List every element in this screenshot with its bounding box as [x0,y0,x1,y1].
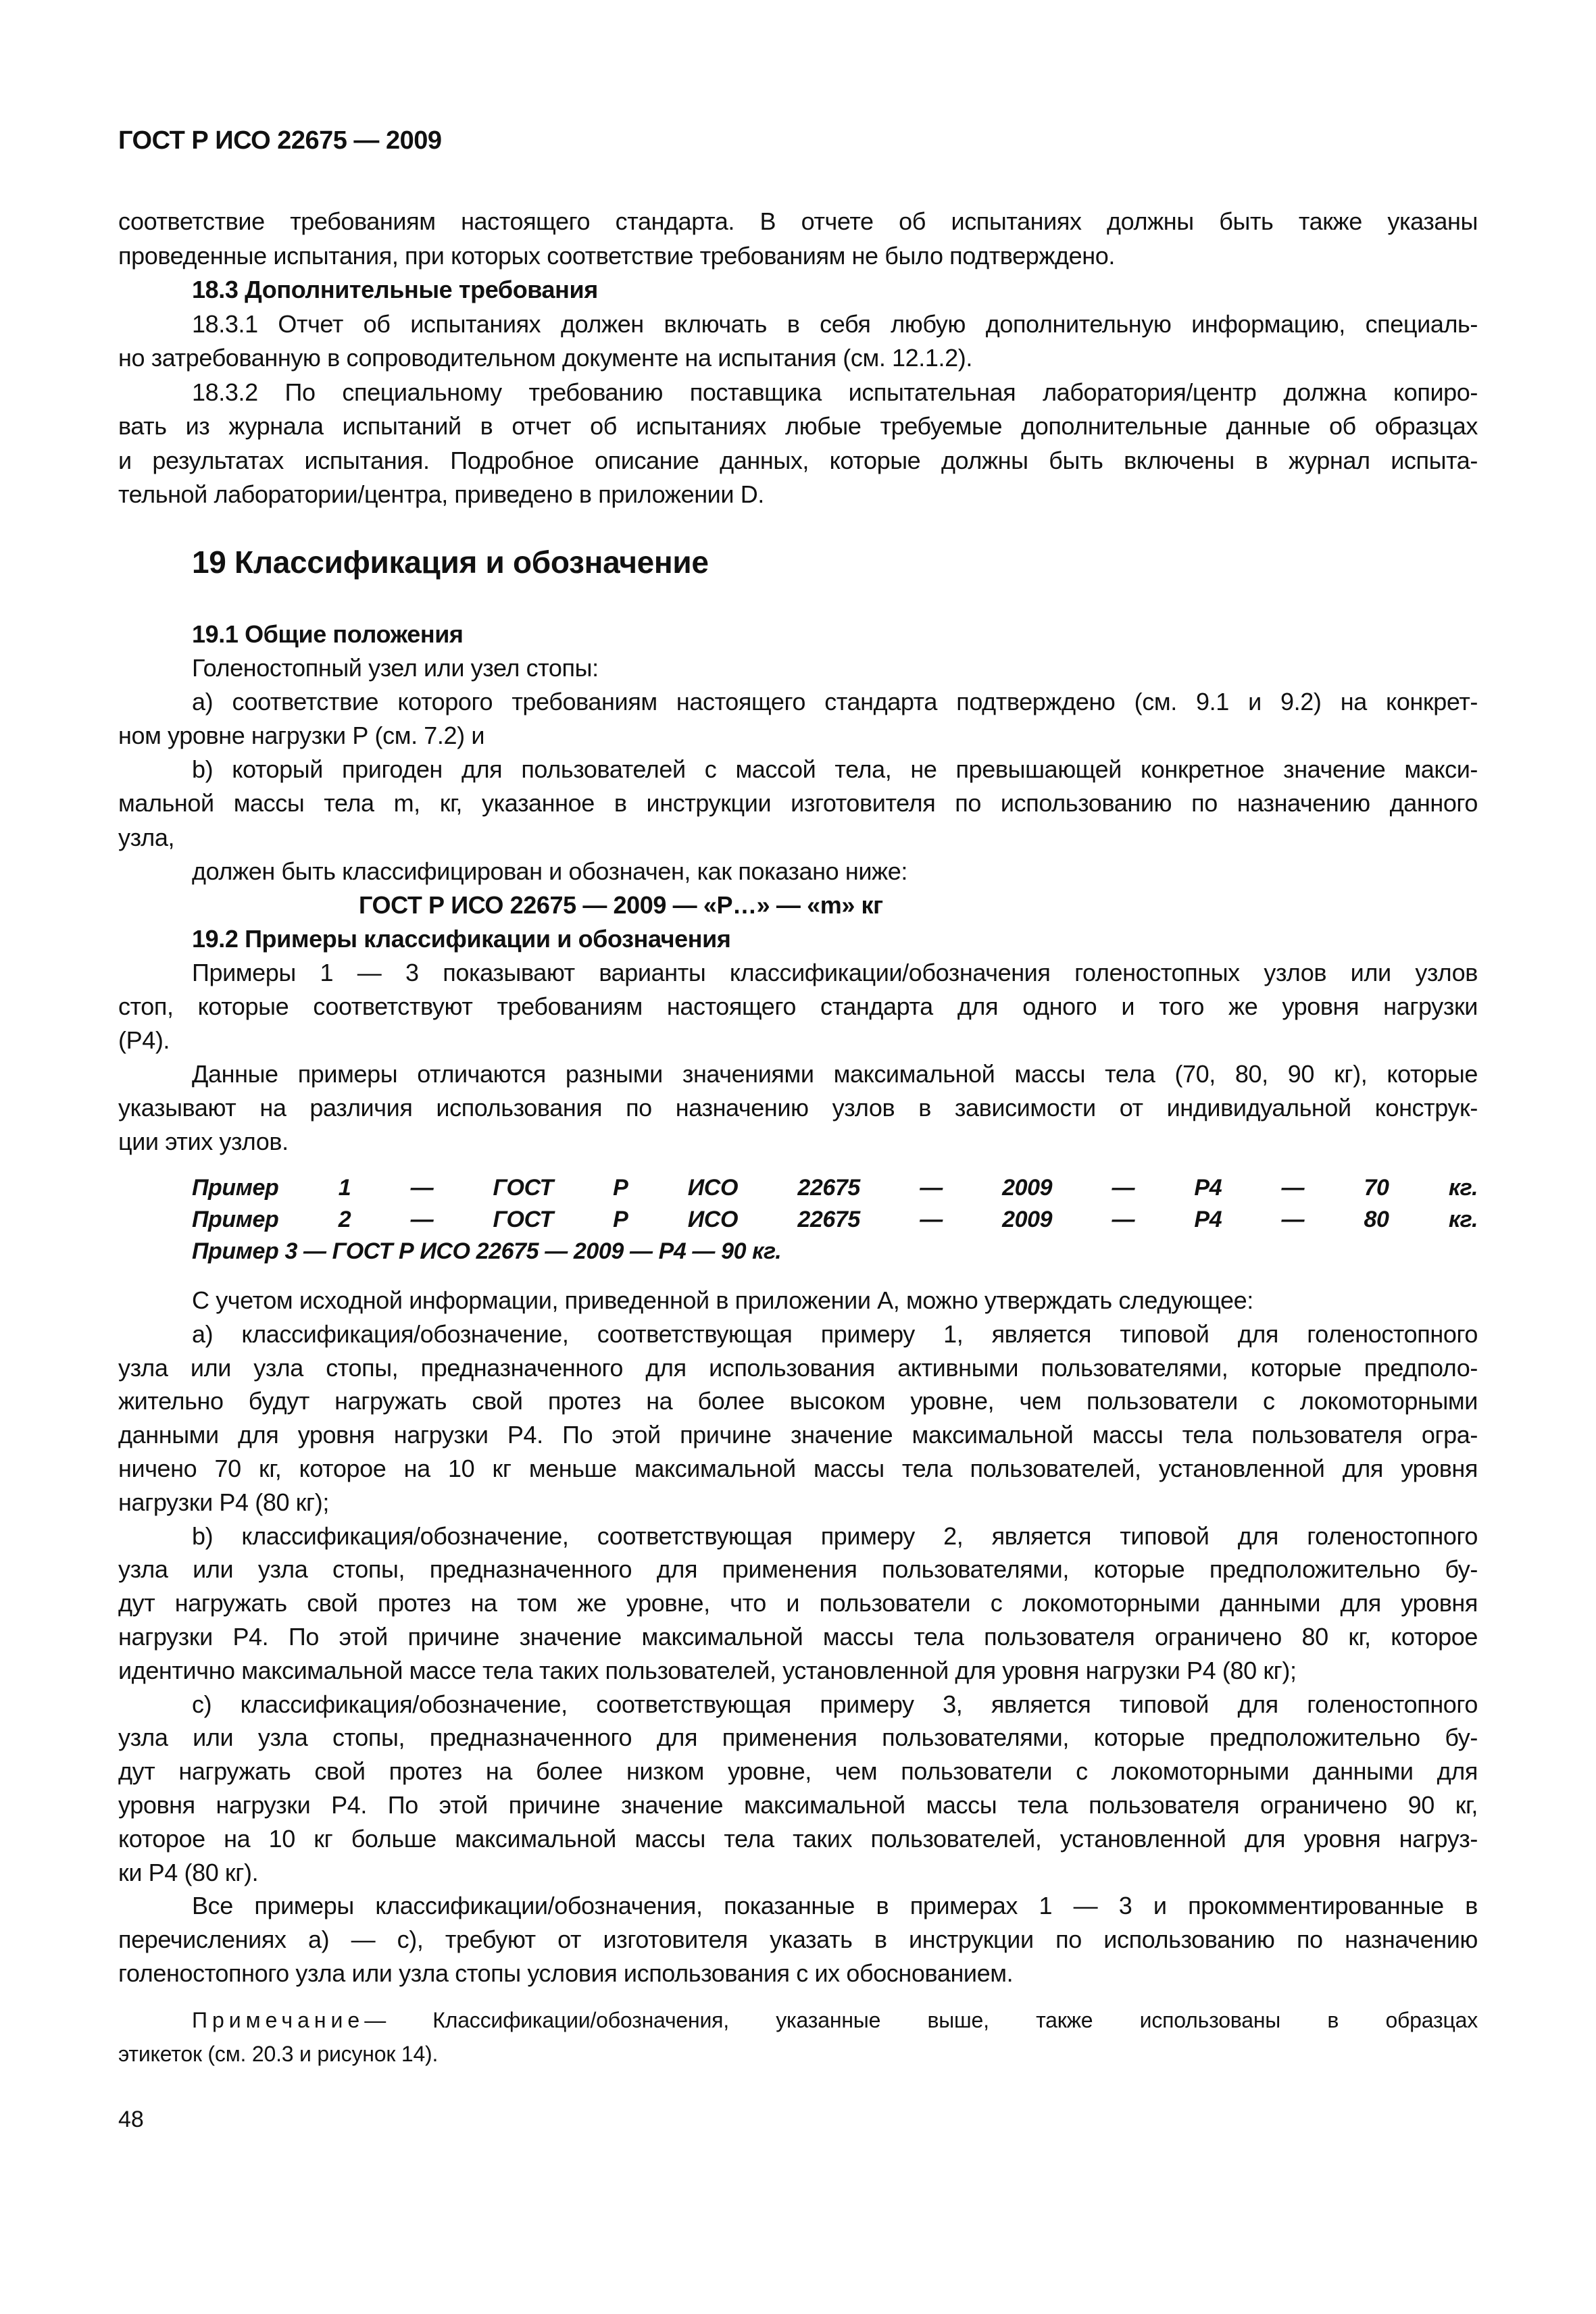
text-line: ки Р4 (80 кг). [118,1858,259,1886]
text-line: которое на 10 кг больше максимальной массы тела таких пользователей, установленной для уровня нагруз- [118,1824,1478,1853]
text-line: Пример 2 — ГОСТ Р ИСО 22675 — 2009 — Р4 — 80 кг. [192,1207,1478,1232]
text-line: должен быть классифицирован и обозначен, как показано ниже: [192,857,907,885]
section-19-1-block [118,618,1478,1159]
text-line: с) классификация/обозначение, соответствующая примеру 3, является типовой для голеностопного [192,1690,1478,1718]
text-line: 18.3.2 По специальному требованию поставщика испытательная лаборатория/центр должна копиро- [192,378,1478,406]
note-line [118,2003,1478,2037]
text-line: ГОСТ Р ИСО 22675 — 2009 — «Р…» — «m» кг [359,890,883,919]
paragraph-intro [118,1284,1478,1317]
heading-19-1 [118,618,1478,651]
text-line: узла или узла стопы, предназначенного для применения пользователями, которые предположительно бу- [118,1555,1478,1584]
list-item-a [118,685,1478,753]
list-item-b [118,753,1478,854]
note-text: — Классификации/обозначения, указанные выше, также использованы в образцах [364,2008,1478,2032]
text-line: С учетом исходной информации, приведенной в приложении А, можно утверждать следующее: [192,1286,1253,1314]
text-line: перечислениях а) — с), требуют от изготовителя указать в инструкции по использованию по назначению [118,1926,1478,1954]
examples-block [118,1172,1478,1267]
paragraph-differ [118,1057,1478,1159]
running-header: ГОСТ Р ИСО 22675 — 2009 [118,126,442,155]
text-line: дут нагружать свой протез на более низком уровне, чем пользователи с локомоторными данными для [118,1757,1478,1786]
text-line: а) соответствие которого требованиям настоящего стандарта подтверждено (см. 9.1 и 9.2) на конкрет- [192,688,1478,716]
text-line: Все примеры классификации/обозначения, показанные в примерах 1 — 3 и прокомментированные в [192,1892,1478,1920]
text-line: узла или узла стопы, предназначенного для использования активными пользователями, которые предполо- [118,1353,1478,1382]
text-line: Пример 1 — ГОСТ Р ИСО 22675 — 2009 — Р4 — 70 кг. [192,1175,1478,1201]
text-line: жительно будут нагружать свой протез на более высоком уровне, чем пользователи с локомоторными [118,1387,1478,1415]
text-line: нагрузки Р4. По этой причине значение максимальной массы тела пользователя ограничено 80 кг, которое [118,1622,1478,1651]
text-line: ном уровне нагрузки Р (см. 7.2) и [118,722,485,750]
text-line: тельной лаборатории/центра, приведено в приложении D. [118,480,764,508]
paragraph-must [118,855,1478,888]
text-line: но затребованную в сопроводительном документе на испытания (см. 12.1.2). [118,344,972,372]
text-line: Голеностопный узел или узел стопы: [192,654,599,682]
paragraph-intro [118,651,1478,685]
example-lines [118,1172,1478,1267]
text-line: b) классификация/обозначение, соответствующая примеру 2, является типовой для голеностопного [192,1521,1478,1550]
text-line: вать из журнала испытаний в отчет об испытаниях любые требуемые дополнительные данные об образцах [118,412,1478,440]
text-line: b) который пригоден для пользователей с массой тела, не превышающей конкретное значение макси- [192,755,1478,784]
paragraph-18-3-2 [118,376,1478,512]
text-line: нагрузки Р4 (80 кг); [118,1488,329,1516]
text-line: данными для уровня нагрузки Р4. По этой причине значение максимальной массы тела пользователя огра- [118,1421,1478,1449]
text-line: (Р4). [118,1026,170,1055]
continued-paragraph [118,205,1478,273]
section-18-3-block [118,205,1478,512]
text-line: проведенные испытания, при которых соответствие требованиям не было подтверждено. [118,241,1115,270]
text-line: голеностопного узла или узла стопы условия использования с их обоснованием. [118,1959,1014,1987]
text-line: ничено 70 кг, которое на 10 кг меньше максимальной массы тела пользователей, установленной для уровня [118,1454,1478,1482]
text-line: 19.1 Общие положения [192,620,464,648]
note-line: этикеток (см. 20.3 и рисунок 14). [118,2042,439,2066]
note-label: Примечание [192,2008,365,2032]
designation-formula [118,888,1478,922]
text-line: узла или узла стопы, предназначенного для применения пользователями, которые предположительно бу- [118,1724,1478,1752]
heading-18-3 [118,273,1478,307]
note-block [118,2003,1478,2071]
heading-19-2 [118,922,1478,956]
list-item-a [118,1317,1478,1519]
text-line: Данные примеры отличаются разными значениями максимальной массы тела (70, 80, 90 кг), которые [192,1060,1478,1088]
text-line: стоп, которые соответствуют требованиям настоящего стандарта для одного и того же уровня нагрузки [118,992,1478,1021]
commentary-block [118,1284,1478,1990]
text-line: и результатах испытания. Подробное описание данных, которые должны быть включены в журнал испыта- [118,446,1478,474]
text-line: уровня нагрузки Р4. По этой причине значение максимальной массы тела пользователя ограничено 90 кг, [118,1790,1478,1819]
list-item-b [118,1519,1478,1688]
text-line: Пример 3 — ГОСТ Р ИСО 22675 — 2009 — Р4 — 90 кг. [192,1238,782,1264]
text-line: идентично максимальной массе тела таких пользователей, установленной для уровня нагрузки Р4 (80 кг); [118,1656,1297,1684]
list-item-c [118,1688,1478,1890]
text-line: а) классификация/обозначение, соответствующая примеру 1, является типовой для голеностопного [192,1319,1478,1348]
paragraph-18-3-1 [118,307,1478,376]
text-line: дут нагружать свой протез на том же уровне, что и пользователи с локомоторными данными для уровня [118,1589,1478,1617]
text-line: мальной массы тела m, кг, указанное в инструкции изготовителя по использованию по назначению данного [118,789,1478,818]
text-line: указывают на различия использования по назначению узлов в зависимости от индивидуальной конструк- [118,1094,1478,1122]
text-line: узла, [118,823,175,851]
text-line: 18.3 Дополнительные требования [192,276,598,303]
section-19-title: 19 Классификация и обозначение [192,545,709,580]
text-line: соответствие требованиям настоящего стандарта. В отчете об испытаниях должны быть также указаны [118,207,1478,235]
text-line: 18.3.1 Отчет об испытаниях должен включать в себя любую дополнительную информацию, специаль- [192,309,1478,338]
page-number: 48 [118,2107,144,2132]
paragraph-examples [118,956,1478,1057]
paragraph-all [118,1889,1478,1990]
text-line: Примеры 1 — 3 показывают варианты классификации/обозначения голеностопных узлов или узлов [192,958,1478,986]
text-line: ции этих узлов. [118,1128,289,1156]
text-line: 19.2 Примеры классификации и обозначения [192,924,731,953]
